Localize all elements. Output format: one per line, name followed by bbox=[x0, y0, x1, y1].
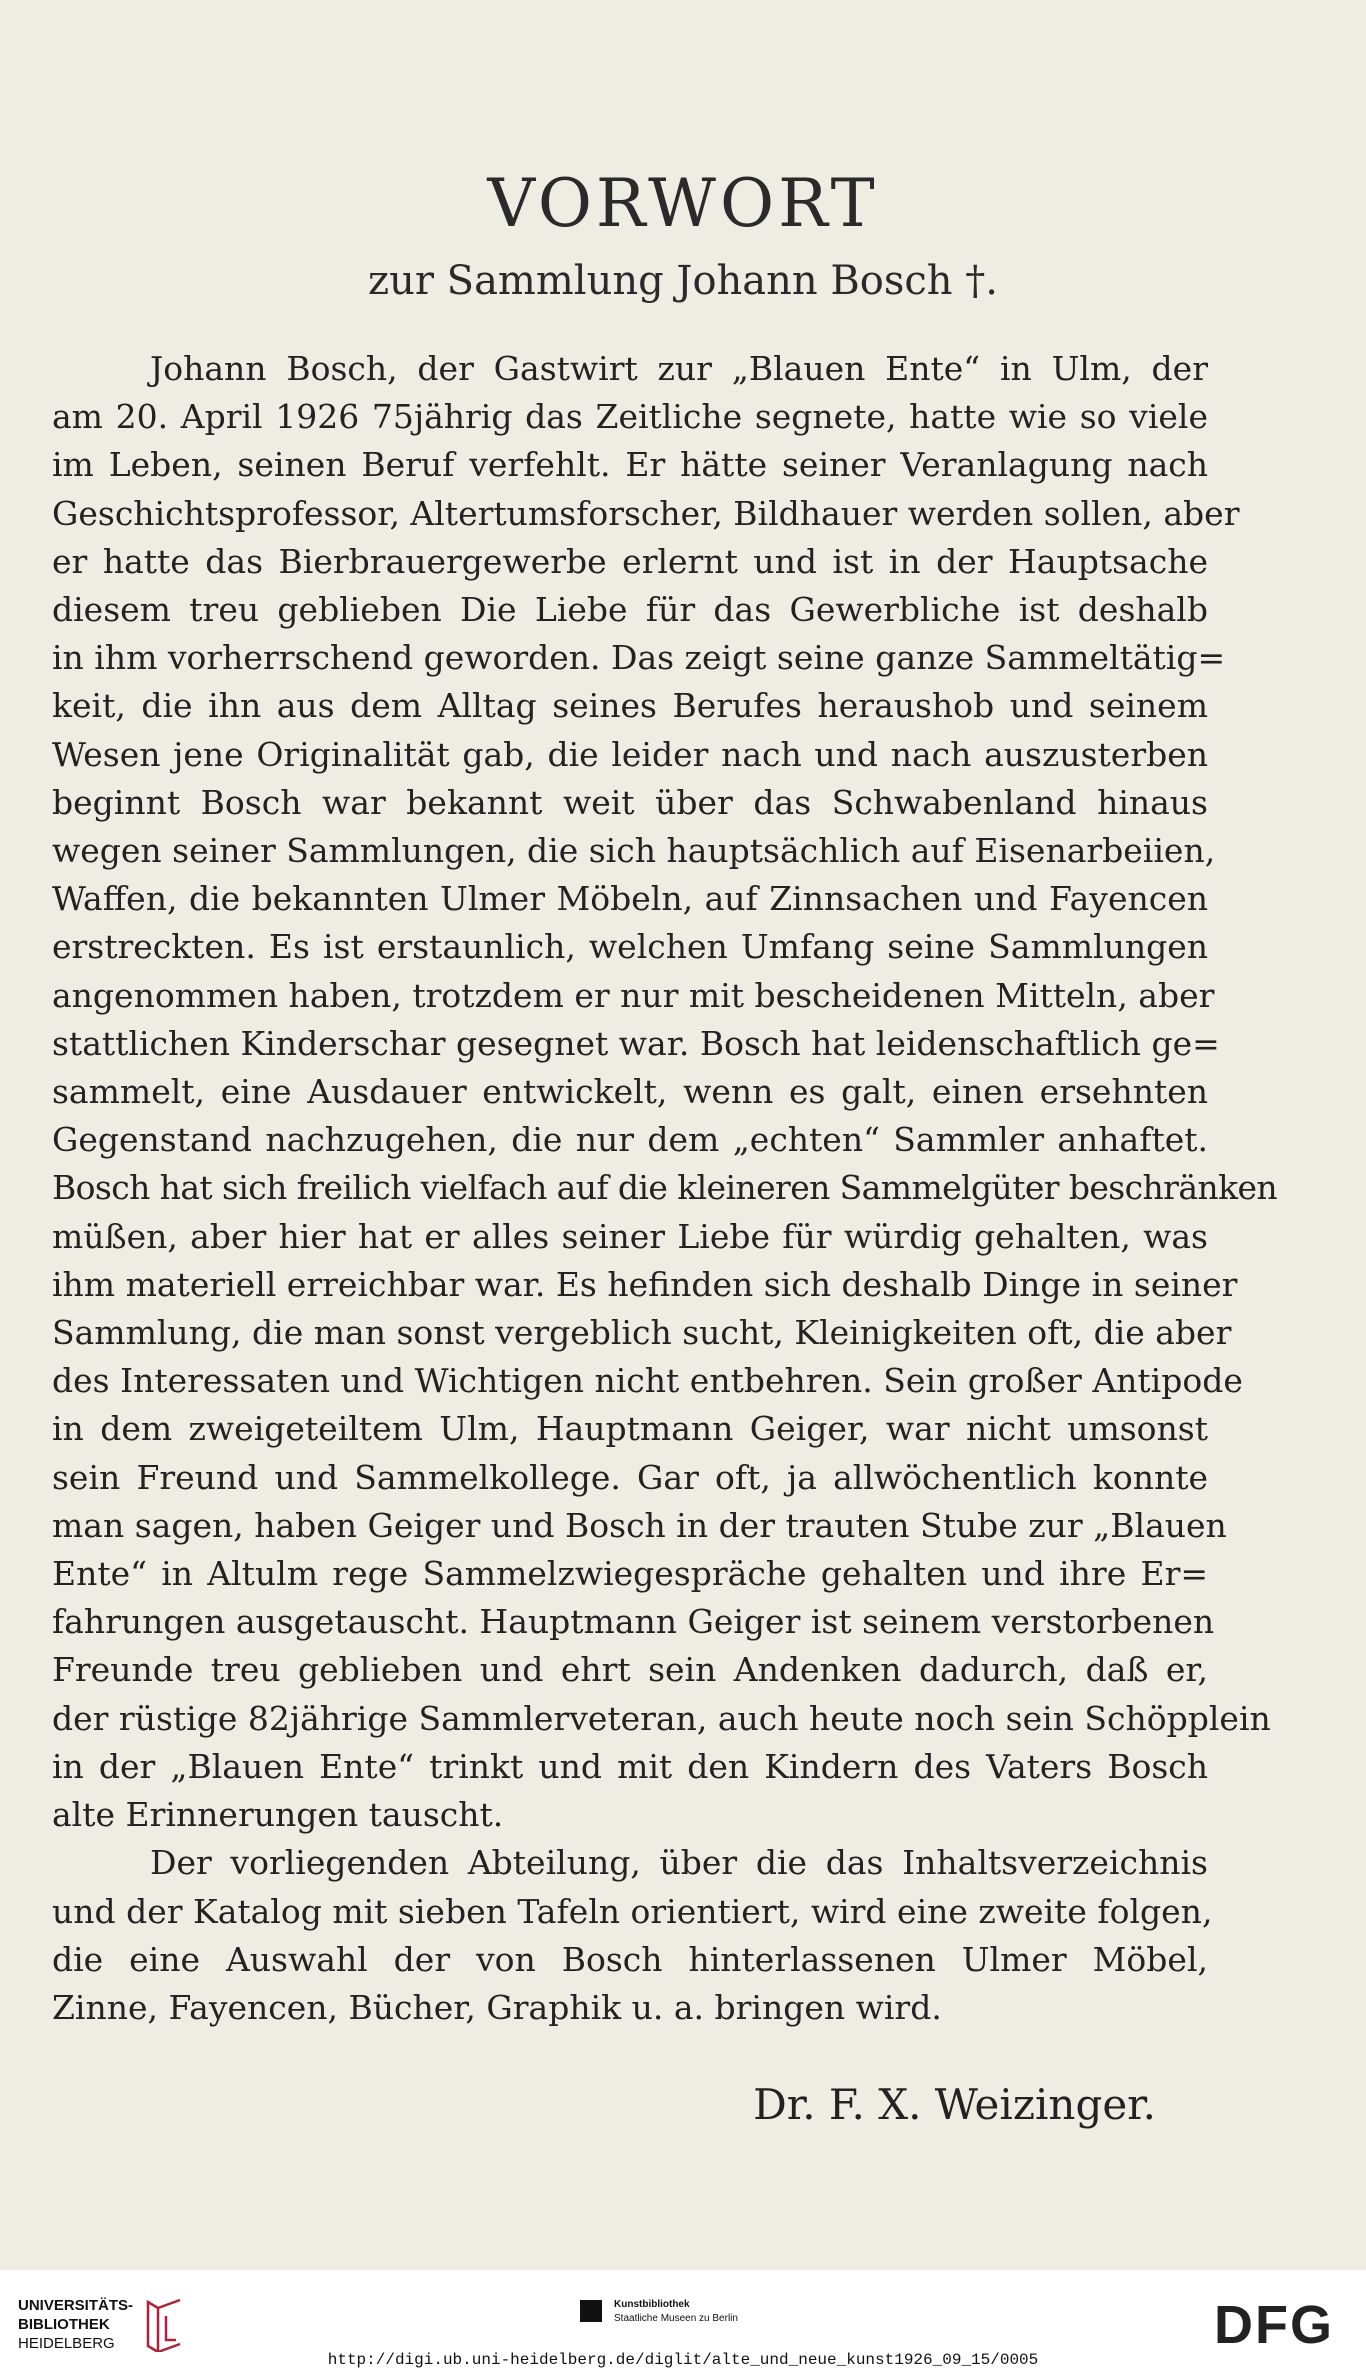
university-library-logo[interactable] bbox=[18, 2296, 198, 2356]
kunstbibliothek-square-icon bbox=[580, 2300, 602, 2322]
text-line: am 20. April 1926 75jährig das Zeitliche segnete, hatte wie so viele bbox=[52, 397, 1208, 437]
text-line: Der vorliegenden Abteilung, über die das Inhaltsverzeichnis bbox=[150, 1843, 1208, 1883]
text-line: in ihm vorherrschend geworden. Das zeigt seine ganze Sammeltätig= bbox=[52, 638, 1226, 678]
body-text bbox=[52, 345, 1278, 2032]
text-line: man sagen, haben Geiger und Bosch in der trauten Stube zur „Blauen bbox=[52, 1505, 1227, 1545]
ub-line-2: BIBLIOTHEK bbox=[18, 2316, 110, 2333]
text-line: fahrungen ausgetauscht. Hauptmann Geiger ist seinem verstorbenen bbox=[52, 1602, 1215, 1642]
text-line: beginnt Bosch war bekannt weit über das Schwabenland hinaus bbox=[52, 782, 1208, 822]
ub-line-1: UNIVERSITÄTS- bbox=[18, 2297, 134, 2314]
text-line: alte Erinnerungen tauscht. bbox=[52, 1795, 504, 1835]
ub-line-3: HEIDELBERG bbox=[18, 2335, 115, 2352]
text-line: müßen, aber hier hat er alles seiner Liebe für würdig gehalten, was bbox=[52, 1216, 1208, 1256]
signature: Dr. F. X. Weizinger. bbox=[753, 2080, 1156, 2129]
text-line: stattlichen Kinderschar gesegnet war. Bosch hat leidenschaftlich ge= bbox=[52, 1023, 1220, 1063]
text-line: die eine Auswahl der von Bosch hinterlassenen Ulmer Möbel, bbox=[52, 1939, 1208, 1979]
text-line: Zinne, Fayencen, Bücher, Graphik u. a. bringen wird. bbox=[52, 1987, 942, 2027]
text-line: erstreckten. Es ist erstaunlich, welchen Umfang seine Sammlungen bbox=[52, 927, 1208, 967]
text-line: er hatte das Bierbrauergewerbe erlernt und ist in der Hauptsache bbox=[52, 541, 1208, 581]
kunstbibliothek-logo[interactable] bbox=[580, 2298, 820, 2338]
page-title: VORWORT bbox=[487, 165, 879, 242]
university-library-mark-icon bbox=[140, 2296, 190, 2352]
text-line: sammelt, eine Ausdauer entwickelt, wenn es galt, einen ersehnten bbox=[52, 1072, 1208, 1112]
text-line: diesem treu geblieben Die Liebe für das Gewerbliche ist deshalb bbox=[52, 590, 1208, 630]
text-line: Bosch hat sich freilich vielfach auf die kleineren Sammelgüter beschränken bbox=[52, 1168, 1278, 1208]
text-line: im Leben, seinen Beruf verfehlt. Er hätte seiner Veranlagung nach bbox=[52, 445, 1208, 485]
text-line: Ente“ in Altulm rege Sammelzwiegespräche gehalten und ihre Er= bbox=[52, 1554, 1208, 1594]
kb-line-1: Kunstbibliothek bbox=[614, 2299, 690, 2310]
text-line: Geschichtsprofessor, Altertumsforscher, Bildhauer werden sollen, aber bbox=[52, 493, 1240, 533]
text-line: angenommen haben, trotzdem er nur mit bescheidenen Mitteln, aber bbox=[52, 975, 1215, 1015]
text-line: sein Freund und Sammelkollege. Gar oft, ja allwöchentlich konnte bbox=[52, 1457, 1208, 1497]
source-url[interactable]: http://digi.ub.uni-heidelberg.de/diglit/alte_und_neue_kunst1926_09_15/0005 bbox=[327, 2351, 1039, 2369]
text-line: in der „Blauen Ente“ trinkt und mit den Kindern des Vaters Bosch bbox=[52, 1746, 1208, 1786]
dfg-logo[interactable]: DFG bbox=[1214, 2295, 1334, 2355]
text-line: der rüstige 82jährige Sammlerveteran, auch heute noch sein Schöpplein bbox=[52, 1698, 1271, 1738]
text-line: Sammlung, die man sonst vergeblich sucht, Kleinigkeiten oft, die aber bbox=[52, 1313, 1232, 1353]
text-line: keit, die ihn aus dem Alltag seines Berufes heraushob und seinem bbox=[52, 686, 1208, 726]
university-library-wordmark bbox=[18, 2296, 133, 2353]
kunstbibliothek-wordmark bbox=[614, 2298, 738, 2326]
text-line: Johann Bosch, der Gastwirt zur „Blauen Ente“ in Ulm, der bbox=[150, 349, 1208, 388]
text-line: und der Katalog mit sieben Tafeln orientiert, wird eine zweite folgen, bbox=[52, 1891, 1213, 1931]
text-line: Waffen, die bekannten Ulmer Möbeln, auf Zinnsachen und Fayencen bbox=[52, 879, 1208, 919]
text-line: in dem zweigeteiltem Ulm, Hauptmann Geiger, war nicht umsonst bbox=[52, 1409, 1208, 1449]
text-line: wegen seiner Sammlungen, die sich hauptsächlich auf Eisenarbeiien, bbox=[52, 831, 1216, 871]
page-subtitle: zur Sammlung Johann Bosch †. bbox=[368, 258, 998, 304]
text-line: Freunde treu geblieben und ehrt sein Andenken dadurch, daß er, bbox=[52, 1650, 1208, 1690]
text-line: Gegenstand nachzugehen, die nur dem „echten“ Sammler anhaftet. bbox=[52, 1120, 1208, 1160]
kb-line-2: Staatliche Museen zu Berlin bbox=[614, 2313, 738, 2324]
text-line: ihm materiell erreichbar war. Es hefinden sich deshalb Dinge in seiner bbox=[52, 1264, 1238, 1304]
text-line: des Interessaten und Wichtigen nicht entbehren. Sein großer Antipode bbox=[52, 1361, 1243, 1401]
text-line: Wesen jene Originalität gab, die leider nach und nach auszusterben bbox=[52, 734, 1208, 774]
